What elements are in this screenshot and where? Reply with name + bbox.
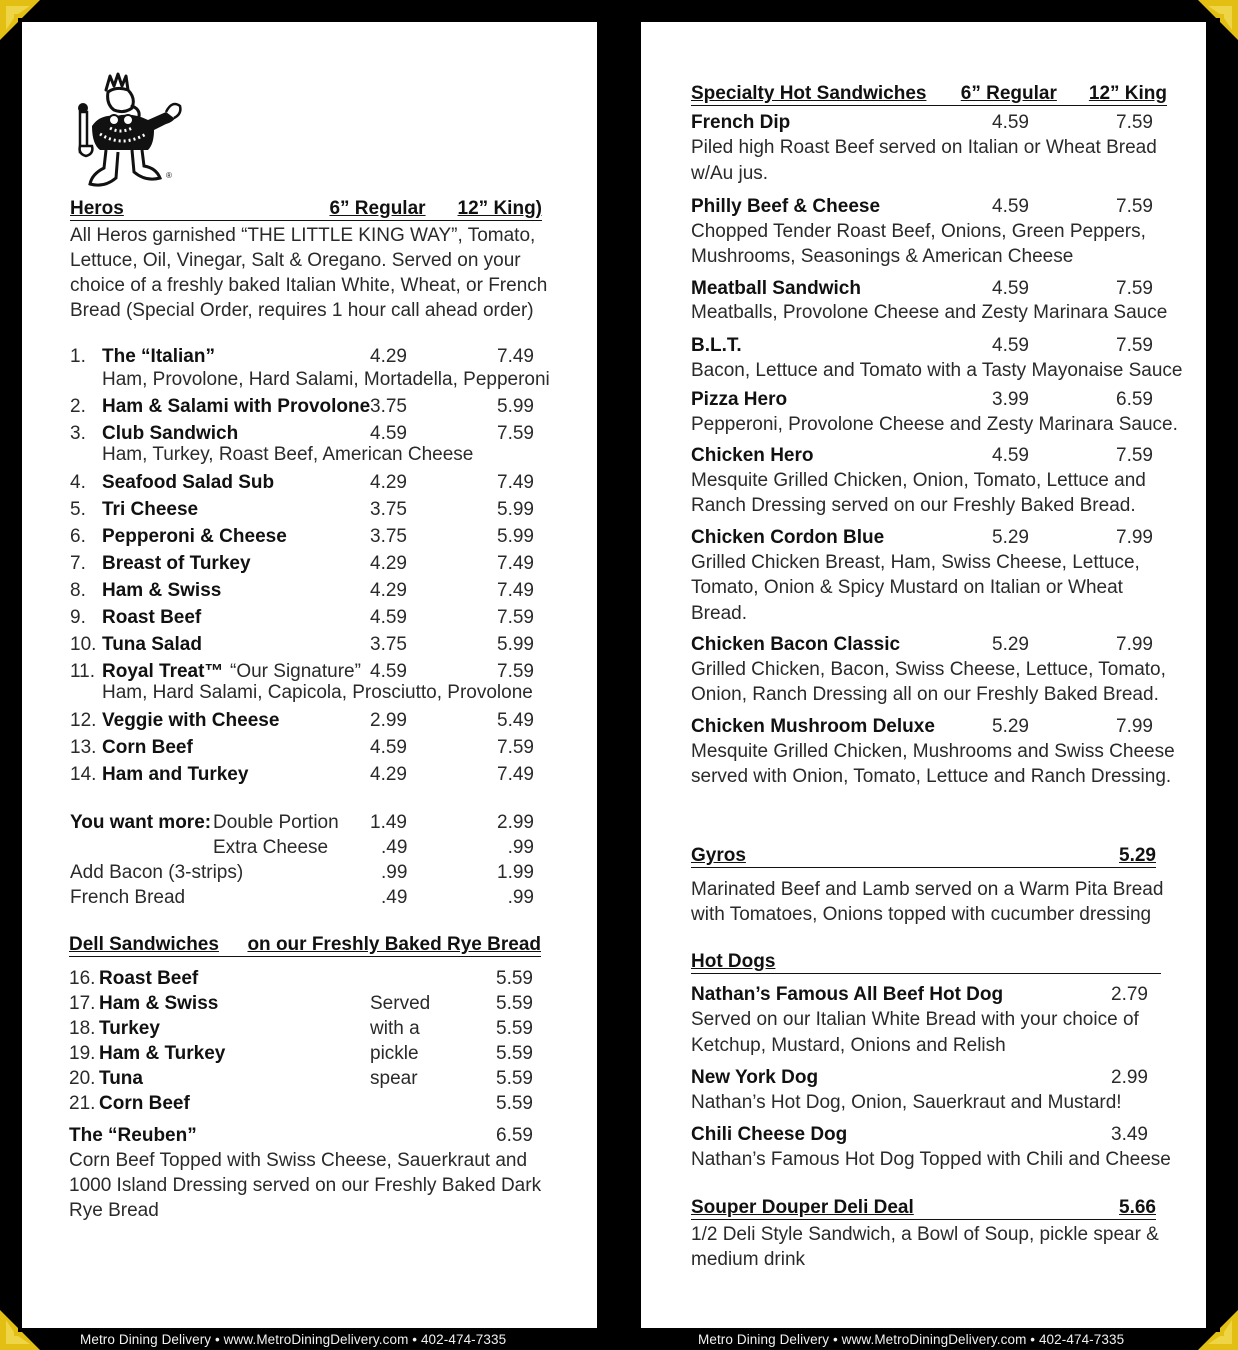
- price: 5.59: [496, 1018, 533, 1039]
- item-name: B.L.T.: [691, 335, 742, 356]
- menu-item[interactable]: 1. The “Italian” 4.29 7.49 Ham, Provolone, Hard Salami, Mortadella, Pepperoni: [70, 346, 550, 390]
- menu-item[interactable]: 7. Breast of Turkey 4.29 7.49: [70, 553, 534, 574]
- item-name: Corn Beef: [102, 737, 193, 758]
- price-regular: 4.59: [992, 445, 1029, 466]
- item-desc: 1000 Island Dressing served on our Freshly Baked Dark: [69, 1175, 542, 1196]
- price-king: 2.99: [497, 812, 534, 833]
- price-king: 5.49: [497, 710, 534, 731]
- menu-item[interactable]: 2. Ham & Salami with Provolone 3.75 5.99: [70, 396, 534, 417]
- price-king: 7.99: [1116, 527, 1153, 548]
- price-regular: 3.75: [370, 499, 407, 520]
- specialty-header: [691, 82, 1167, 106]
- price-king: 5.99: [497, 634, 534, 655]
- price-king: 7.99: [1116, 634, 1153, 655]
- price-regular: 4.29: [370, 346, 407, 367]
- price-regular: 4.29: [370, 764, 407, 785]
- price-king: 7.59: [1116, 445, 1153, 466]
- price-king: 7.59: [497, 737, 534, 758]
- item-name: Ham and Turkey: [102, 764, 249, 785]
- menu-item[interactable]: 4. Seafood Salad Sub 4.29 7.49: [70, 472, 534, 493]
- menu-item[interactable]: 12. Veggie with Cheese 2.99 5.49: [70, 710, 534, 731]
- souper-header: [691, 1196, 1156, 1220]
- hotdogs-header: [691, 950, 1161, 974]
- heros-header: [70, 197, 542, 221]
- item-desc: medium drink: [691, 1249, 806, 1270]
- hotdogs-section: [691, 950, 1161, 974]
- price-regular: 4.59: [370, 423, 407, 444]
- gyros-section[interactable]: [691, 844, 1164, 927]
- price-king: .99: [507, 887, 534, 908]
- item-name: The “Reuben”: [69, 1125, 197, 1146]
- price-regular: 4.29: [370, 580, 407, 601]
- section-title: Gyros: [691, 845, 746, 866]
- price-king: 7.59: [497, 607, 534, 628]
- price-regular: 3.99: [992, 389, 1029, 410]
- footer-contact-left: Metro Dining Delivery • www.MetroDiningDelivery.com • 402-474-7335: [80, 1332, 507, 1347]
- souper-deal-section[interactable]: [691, 1196, 1159, 1272]
- menu-item[interactable]: 10. Tuna Salad 3.75 5.99: [70, 634, 534, 655]
- price-regular: 3.75: [370, 634, 407, 655]
- price-king: 7.59: [1116, 112, 1153, 133]
- price: 3.49: [1111, 1124, 1148, 1145]
- price-king: 7.59: [1116, 196, 1153, 217]
- price-king: 5.99: [497, 526, 534, 547]
- item-name: Chili Cheese Dog: [691, 1124, 848, 1145]
- item-desc: Rye Bread: [69, 1200, 159, 1221]
- price-regular: .99: [381, 862, 408, 883]
- item-name: Meatball Sandwich: [691, 278, 861, 299]
- section-title: Hot Dogs: [691, 951, 776, 972]
- price-king: 1.99: [497, 862, 534, 883]
- item-desc: Corn Beef Topped with Swiss Cheese, Sauerkraut and: [69, 1150, 528, 1171]
- item-name: Pizza Hero: [691, 389, 788, 410]
- price: 2.99: [1111, 1067, 1148, 1088]
- section-title: Dell Sandwiches: [69, 934, 219, 955]
- price-king: 5.99: [497, 396, 534, 417]
- menu-item[interactable]: 5. Tri Cheese 3.75 5.99: [70, 499, 534, 520]
- item-desc: Ham, Hard Salami, Capicola, Prosciutto, Provolone: [102, 682, 533, 703]
- item-name: Chicken Hero: [691, 445, 814, 466]
- menu-item[interactable]: 8. Ham & Swiss 4.29 7.49: [70, 580, 534, 601]
- hotdogs-list: Nathan’s Famous All Beef Hot Dog 2.79 Served on our Italian White Bread with your choice of Ketchup, Mustard, Onions and Relish New York Dog 2.99 Nathan’s Hot Dog, Onion, Sauerkraut and Mustard! Chili Cheese Dog 3.49 Nathan’s Famous Hot Dog Topped with Chili and Cheese: [691, 984, 1171, 1170]
- item-name: Royal Treat™: [102, 661, 224, 682]
- price-regular: .49: [381, 837, 408, 858]
- price-king: 7.59: [1116, 335, 1153, 356]
- price-king: 6.59: [1116, 389, 1153, 410]
- menu-item[interactable]: 9. Roast Beef 4.59 7.59: [70, 607, 534, 628]
- menu-item[interactable]: 6. Pepperoni & Cheese 3.75 5.99: [70, 526, 534, 547]
- heros-intro: All Heros garnished “THE LITTLE KING WAY”, Tomato, Lettuce, Oil, Vinegar, Salt & Oregano. Served on your choice of a freshly baked Italian White, Wheat, or French Bread (Special Order, requires 1 hour call ahead order): [70, 225, 548, 321]
- deli-header: [69, 933, 541, 957]
- price-regular: 4.59: [370, 737, 407, 758]
- price-regular: 4.29: [370, 472, 407, 493]
- price-regular: 5.29: [992, 527, 1029, 548]
- item-name: Chicken Cordon Blue: [691, 527, 885, 548]
- gyros-header: [691, 844, 1156, 868]
- price-king: 7.49: [497, 764, 534, 785]
- item-name: Nathan’s Famous All Beef Hot Dog: [691, 984, 1004, 1005]
- price-regular: 4.59: [992, 196, 1029, 217]
- price-regular: 4.59: [992, 335, 1029, 356]
- item-tagline: “Our Signature”: [230, 661, 361, 682]
- menu-item[interactable]: 13. Corn Beef 4.59 7.59: [70, 737, 534, 758]
- item-name: Club Sandwich: [102, 423, 239, 444]
- price-regular: .49: [381, 887, 408, 908]
- price-king: 7.49: [497, 553, 534, 574]
- price-regular: 4.59: [370, 607, 407, 628]
- price: 5.59: [496, 1093, 533, 1114]
- item-name: Breast of Turkey: [102, 553, 251, 574]
- price-king: 7.59: [1116, 278, 1153, 299]
- item-name: Chicken Mushroom Deluxe: [691, 716, 935, 737]
- price-king: 7.49: [497, 346, 534, 367]
- price-king: 5.99: [497, 499, 534, 520]
- item-name: Veggie with Cheese: [102, 710, 280, 731]
- item-name: Seafood Salad Sub: [102, 472, 275, 493]
- item-name: Ham & Salami with Provolone: [102, 396, 371, 417]
- heros-section: [70, 197, 548, 323]
- menu-item[interactable]: 11. Royal Treat™ “Our Signature” 4.59 7.59 Ham, Hard Salami, Capicola, Prosciutto, Provolone: [70, 661, 534, 703]
- extras-label: You want more:: [70, 812, 212, 833]
- price: 6.59: [496, 1125, 533, 1146]
- item-name: Chicken Bacon Classic: [691, 634, 901, 655]
- item-name: Ham & Turkey: [99, 1043, 226, 1064]
- price-regular: 5.29: [992, 634, 1029, 655]
- price: 2.79: [1111, 984, 1148, 1005]
- price-king: 7.99: [1116, 716, 1153, 737]
- column-header-regular: 6” Regular: [960, 83, 1057, 104]
- item-name: Ham & Swiss: [99, 993, 219, 1014]
- item-name: Tuna: [99, 1068, 143, 1089]
- item-desc: Marinated Beef and Lamb served on a Warm Pita Bread: [691, 879, 1164, 900]
- column-header-regular: 6” Regular: [329, 198, 426, 219]
- price-regular: 4.59: [992, 112, 1029, 133]
- item-name: Roast Beef: [102, 607, 202, 628]
- price-king: 7.49: [497, 580, 534, 601]
- item-desc: 1/2 Deli Style Sandwich, a Bowl of Soup, pickle spear &: [691, 1224, 1159, 1245]
- item-name: Turkey: [99, 1018, 160, 1039]
- svg-text:®: ®: [166, 171, 172, 180]
- item-desc: with Tomatoes, Onions topped with cucumber dressing: [691, 904, 1152, 925]
- menu-item[interactable]: 14. Ham and Turkey 4.29 7.49: [70, 764, 534, 785]
- price: 5.59: [496, 968, 533, 989]
- price-regular: 4.59: [370, 661, 407, 682]
- price-king: 7.49: [497, 472, 534, 493]
- item-name: Philly Beef & Cheese: [691, 196, 881, 217]
- item-name: New York Dog: [691, 1067, 819, 1088]
- price-king: 7.59: [497, 661, 534, 682]
- section-title: Specialty Hot Sandwiches: [691, 83, 927, 104]
- deli-section: [69, 933, 541, 957]
- price-regular: 4.59: [992, 278, 1029, 299]
- price: 5.59: [496, 1043, 533, 1064]
- item-desc: Ham, Provolone, Hard Salami, Mortadella, Pepperoni: [102, 369, 550, 390]
- little-king-mascot-icon: [70, 68, 182, 190]
- item-name: French Dip: [691, 112, 791, 133]
- item-name: Corn Beef: [99, 1093, 190, 1114]
- item-name: The “Italian”: [102, 346, 215, 367]
- price: 5.59: [496, 1068, 533, 1089]
- price-regular: 4.29: [370, 553, 407, 574]
- item-name: Roast Beef: [99, 968, 199, 989]
- price-regular: 3.75: [370, 396, 407, 417]
- price-regular: 5.29: [992, 716, 1029, 737]
- column-header-king: 12” King: [1088, 83, 1167, 104]
- footer-contact-right: Metro Dining Delivery • www.MetroDiningDelivery.com • 402-474-7335: [698, 1332, 1125, 1347]
- deli-list: 16. Roast Beef 5.59 17. Ham & Swiss Served 5.59 18. Turkey with a 5.59 19. Ham & Turkey pickle 5.59 20. Tuna spear 5.59 21. Corn Beef 5.59 The “Reuben” 6.59 Corn Beef Topped with Swiss Cheese, Sauerkraut and 1000 Island Dressing served on our Freshly Baked Dark Rye Bread: [69, 968, 542, 1221]
- extras-section: You want more: Double Portion 1.49 2.99 Extra Cheese .49 .99 Add Bacon (3-strips) .99 1.99 French Bread .49 .99: [70, 812, 534, 908]
- price: 5.59: [496, 993, 533, 1014]
- price-king: .99: [507, 837, 534, 858]
- price-regular: 1.49: [370, 812, 407, 833]
- column-header-king: 12” King): [457, 198, 542, 219]
- item-name: Pepperoni & Cheese: [102, 526, 287, 547]
- menu-item[interactable]: 3. Club Sandwich 4.59 7.59 Ham, Turkey, Roast Beef, American Cheese: [70, 423, 534, 465]
- specialty-section: [691, 82, 1167, 106]
- section-title: Heros: [70, 198, 124, 219]
- price: 5.29: [1119, 845, 1156, 866]
- item-name: Tri Cheese: [102, 499, 199, 520]
- item-name: Ham & Swiss: [102, 580, 222, 601]
- price-king: 7.59: [497, 423, 534, 444]
- price: 5.66: [1119, 1197, 1156, 1218]
- section-title: Souper Douper Deli Deal: [691, 1197, 914, 1218]
- heros-list: [70, 344, 550, 789]
- section-subtitle: on our Freshly Baked Rye Bread: [247, 934, 541, 955]
- price-regular: 2.99: [370, 710, 407, 731]
- item-name: Tuna Salad: [102, 634, 202, 655]
- specialty-list: French Dip 4.59 7.59 Piled high Roast Beef served on Italian or Wheat Bread w/Au jus. Philly Beef & Cheese 4.59 7.59 Chopped Tender Roast Beef, Onions, Green Peppers, Mushrooms, Seasonings & American Cheese Meatball Sandwich 4.59 7.59 Meatballs, Provolone Cheese and Zesty Marinara Sauce B.L.T. 4.59 7.59 Bacon, Lettuce and Tomato with a Tasty Mayonaise Sauce Pizza Hero 3.99 6.59 Pepperoni, Provolone Cheese and Zesty Marinara Sauce. Chicken Hero 4.59 7.59 Mesquite Grilled Chicken, Onion, Tomato, Lettuce and Ranch Dressing served on our Freshly Baked Bread. Chicken Cordon Blue 5.29 7.99 Grilled Chicken Breast, Ham, Swiss Cheese, Lettuce, Tomato, Onion & Spicy Mustard on Italian or Wheat Bread. Chicken Bacon Classic 5.29 7.99 Grilled Chicken, Bacon, Swiss Cheese, Lettuce, Tomato, Onion, Ranch Dressing all on our Freshly Baked Bread. Chicken Mushroom Deluxe 5.29 7.99 Mesquite Grilled Chicken, Mushrooms and Swiss Cheese served with Onion, Tomato, Lettuce and Ranch Dressing.: [691, 112, 1183, 787]
- price-regular: 3.75: [370, 526, 407, 547]
- item-desc: Ham, Turkey, Roast Beef, American Cheese: [102, 444, 474, 465]
